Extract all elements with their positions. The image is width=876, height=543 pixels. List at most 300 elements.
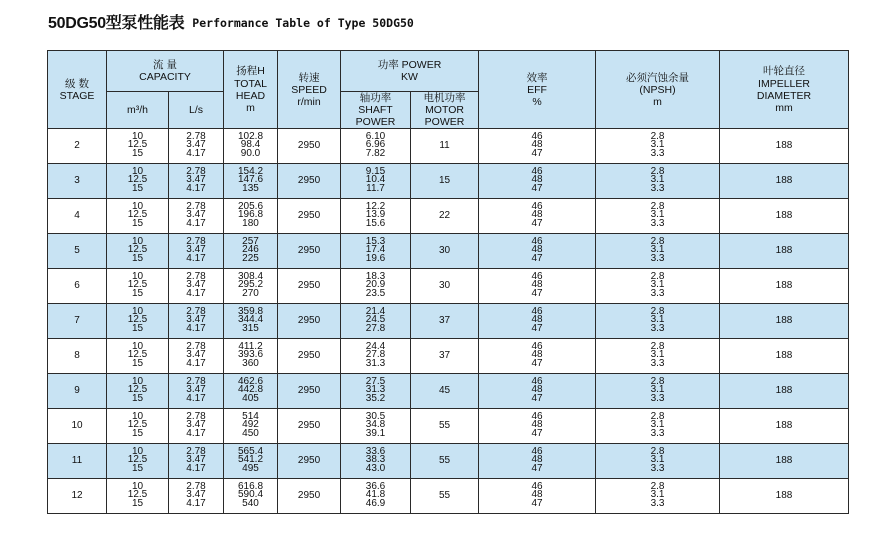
npsh-cell-stack [650,375,665,405]
npsh-cell-stack [650,165,665,195]
npsh-cell-value: 3.3 [650,183,665,195]
impeller-cell: 188 [720,304,849,339]
capacity-ls-cell-value: 3.47 [186,489,206,501]
npsh-cell-value: 3.3 [650,428,665,440]
shaft-power-cell-stack [365,480,386,510]
table-row [48,479,849,514]
head-cell-value: 180 [242,218,259,230]
head-cell-value: 450 [242,428,259,440]
capacity-ls-cell [169,339,224,374]
shaft-power-cell [341,374,411,409]
head-cell-value: 590.4 [238,489,264,501]
npsh-cell-value: 3.1 [650,209,665,221]
npsh-cell [596,444,720,479]
shaft-power-cell-value: 9.15 [365,165,386,177]
shaft-power-cell-value: 39.1 [365,428,386,440]
stage-cell: 5 [48,234,107,269]
shaft-power-cell [341,339,411,374]
npsh-cell-value: 3.3 [650,393,665,405]
shaft-power-cell-value: 19.6 [365,253,386,265]
capacity-ls-cell-value: 4.17 [186,463,206,475]
npsh-cell-stack [650,270,665,300]
head-cell-value: 359.8 [238,305,264,317]
shaft-power-cell-value: 15.3 [365,235,386,247]
capacity-ls-cell-value: 3.47 [186,349,206,361]
speed-cell: 2950 [278,374,341,409]
eff-cell-stack [531,410,543,440]
header-speed-unit: r/min [297,95,321,108]
header-capacity-ls: L/s [169,92,224,129]
eff-cell-value: 48 [531,244,543,256]
stage-cell: 11 [48,444,107,479]
capacity-ls-cell [169,129,224,164]
head-cell-value: 393.6 [238,349,264,361]
header-shaft-en: SHAFT [358,104,393,117]
capacity-m3h-cell [107,444,169,479]
speed-cell: 2950 [278,444,341,479]
npsh-cell-value: 2.8 [650,410,665,422]
shaft-power-cell-value: 18.3 [365,270,386,282]
eff-cell-value: 47 [531,393,543,405]
npsh-cell [596,234,720,269]
capacity-m3h-cell-value: 12.5 [127,139,148,151]
npsh-cell-value: 3.1 [650,419,665,431]
capacity-ls-cell-value: 3.47 [186,209,206,221]
table-row [48,304,849,339]
stage-cell: 8 [48,339,107,374]
capacity-ls-cell-stack [186,165,206,195]
capacity-m3h-cell-value: 12.5 [127,454,148,466]
capacity-ls-cell-value: 2.78 [186,200,206,212]
npsh-cell-value: 2.8 [650,235,665,247]
npsh-cell [596,479,720,514]
eff-cell-value: 48 [531,489,543,501]
head-cell [224,304,278,339]
capacity-ls-cell-value: 2.78 [186,445,206,457]
head-cell-value: 442.8 [238,384,264,396]
capacity-m3h-cell [107,269,169,304]
capacity-m3h-cell-stack [127,165,148,195]
npsh-cell-value: 3.1 [650,174,665,186]
npsh-cell-value: 2.8 [650,200,665,212]
head-cell-value: 492 [242,419,259,431]
capacity-ls-cell-value: 3.47 [186,139,206,151]
eff-cell-value: 47 [531,463,543,475]
impeller-cell: 188 [720,164,849,199]
header-capacity [107,51,224,92]
eff-cell [479,164,596,199]
shaft-power-cell-stack [365,305,386,335]
capacity-m3h-cell-value: 15 [131,358,144,370]
eff-cell-value: 47 [531,428,543,440]
stage-cell: 3 [48,164,107,199]
capacity-m3h-cell-value: 10 [131,130,144,142]
shaft-power-cell-stack [365,130,386,160]
capacity-m3h-cell-stack [127,130,148,160]
eff-cell-stack [531,375,543,405]
capacity-m3h-cell-value: 12.5 [127,384,148,396]
capacity-m3h-cell-stack [127,305,148,335]
npsh-cell-value: 3.3 [650,253,665,265]
motor-power-cell: 22 [411,199,479,234]
eff-cell [479,129,596,164]
capacity-ls-cell-stack [186,270,206,300]
head-cell-stack [238,165,264,195]
npsh-cell [596,269,720,304]
capacity-m3h-cell-stack [127,375,148,405]
eff-cell-value: 47 [531,253,543,265]
eff-cell-value: 46 [531,165,543,177]
header-head-unit: m [246,101,255,114]
npsh-cell-value: 2.8 [650,305,665,317]
eff-cell-value: 46 [531,375,543,387]
capacity-m3h-cell-value: 10 [131,270,144,282]
npsh-cell-stack [650,445,665,475]
head-cell [224,409,278,444]
capacity-m3h-cell [107,234,169,269]
motor-power-cell: 55 [411,479,479,514]
shaft-power-cell-stack [365,445,386,475]
capacity-m3h-cell-value: 10 [131,375,144,387]
eff-cell-value: 48 [531,454,543,466]
eff-cell-value: 48 [531,279,543,291]
head-cell-value: 616.8 [238,480,264,492]
eff-cell-value: 46 [531,410,543,422]
impeller-cell: 188 [720,234,849,269]
eff-cell-stack [531,480,543,510]
head-cell-stack [238,340,264,370]
capacity-m3h-cell-value: 12.5 [127,349,148,361]
eff-cell [479,304,596,339]
header-npsh-unit: m [653,95,662,108]
capacity-ls-cell-value: 2.78 [186,340,206,352]
eff-cell [479,444,596,479]
npsh-cell-value: 2.8 [650,445,665,457]
capacity-ls-cell-stack [186,375,206,405]
eff-cell-value: 47 [531,148,543,160]
shaft-power-cell-value: 36.6 [365,480,386,492]
capacity-ls-cell [169,234,224,269]
header-shaft-power [341,92,411,129]
table-row [48,339,849,374]
capacity-m3h-cell-value: 10 [131,340,144,352]
shaft-power-cell-value: 27.8 [365,349,386,361]
head-cell-stack [238,200,264,230]
capacity-m3h-cell [107,129,169,164]
capacity-ls-cell-value: 4.17 [186,358,206,370]
capacity-ls-cell-value: 3.47 [186,174,206,186]
eff-cell-value: 47 [531,498,543,510]
shaft-power-cell-stack [365,410,386,440]
head-cell-value: 360 [242,358,259,370]
header-eff-en: EFF [527,83,547,96]
head-cell [224,199,278,234]
header-speed [278,51,341,129]
head-cell-stack [238,130,264,160]
capacity-ls-cell-stack [186,445,206,475]
header-head-zh: 扬程H [236,65,265,78]
npsh-cell-value: 3.1 [650,349,665,361]
shaft-power-cell [341,479,411,514]
shaft-power-cell-stack [365,340,386,370]
capacity-m3h-cell-value: 15 [131,498,144,510]
eff-cell-stack [531,445,543,475]
capacity-m3h-cell-value: 10 [131,235,144,247]
head-cell-value: 135 [242,183,259,195]
motor-power-cell: 45 [411,374,479,409]
eff-cell-stack [531,270,543,300]
shaft-power-cell-value: 17.4 [365,244,386,256]
capacity-m3h-cell-value: 15 [131,463,144,475]
capacity-m3h-cell-value: 10 [131,165,144,177]
head-cell-value: 315 [242,323,259,335]
shaft-power-cell-value: 27.5 [365,375,386,387]
header-npsh-en: (NPSH) [639,83,676,96]
npsh-cell-value: 3.3 [650,358,665,370]
shaft-power-cell-value: 43.0 [365,463,386,475]
capacity-ls-cell-value: 4.17 [186,323,206,335]
capacity-m3h-cell [107,409,169,444]
head-cell-value: 196.8 [238,209,264,221]
head-cell-value: 147.6 [238,174,264,186]
eff-cell-value: 46 [531,305,543,317]
header-head-en2: HEAD [235,89,266,102]
capacity-m3h-cell [107,304,169,339]
impeller-cell: 188 [720,339,849,374]
header-stage-zh: 级 数 [65,77,89,90]
capacity-m3h-cell-value: 15 [131,323,144,335]
npsh-cell-stack [650,410,665,440]
speed-cell: 2950 [278,234,341,269]
shaft-power-cell-stack [365,200,386,230]
shaft-power-cell-stack [365,235,386,265]
head-cell [224,374,278,409]
capacity-m3h-cell-value: 15 [131,393,144,405]
capacity-m3h-cell-stack [127,340,148,370]
eff-cell-stack [531,235,543,265]
head-cell-value: 246 [242,244,259,256]
table-row [48,409,849,444]
capacity-m3h-cell [107,339,169,374]
capacity-ls-cell-value: 4.17 [186,428,206,440]
head-cell-stack [238,270,264,300]
speed-cell: 2950 [278,479,341,514]
performance-table [47,50,849,514]
npsh-cell-value: 2.8 [650,130,665,142]
capacity-m3h-cell-value: 10 [131,200,144,212]
capacity-m3h-cell [107,199,169,234]
shaft-power-cell-value: 46.9 [365,498,386,510]
npsh-cell [596,374,720,409]
npsh-cell-value: 3.1 [650,384,665,396]
header-power-unit: KW [401,71,418,83]
shaft-power-cell-value: 7.82 [365,148,386,160]
capacity-ls-cell-value: 4.17 [186,498,206,510]
npsh-cell-value: 2.8 [650,480,665,492]
head-cell [224,129,278,164]
eff-cell-value: 47 [531,323,543,335]
eff-cell-stack [531,130,543,160]
capacity-m3h-cell-value: 10 [131,305,144,317]
head-cell-value: 225 [242,253,259,265]
npsh-cell-value: 2.8 [650,375,665,387]
npsh-cell-value: 3.1 [650,139,665,151]
impeller-cell: 188 [720,409,849,444]
shaft-power-cell-value: 6.96 [365,139,386,151]
shaft-power-cell-value: 41.8 [365,489,386,501]
capacity-m3h-cell-value: 15 [131,183,144,195]
header-speed-zh: 转速 [298,71,320,84]
head-cell-stack [242,410,259,440]
npsh-cell-stack [650,340,665,370]
capacity-ls-cell-value: 3.47 [186,454,206,466]
eff-cell [479,479,596,514]
capacity-ls-cell-value: 4.17 [186,393,206,405]
impeller-cell: 188 [720,199,849,234]
capacity-m3h-cell-value: 15 [131,428,144,440]
eff-cell [479,269,596,304]
eff-cell-value: 48 [531,384,543,396]
npsh-cell-stack [650,235,665,265]
npsh-cell [596,199,720,234]
header-stage-en: STAGE [59,89,95,102]
shaft-power-cell-value: 20.9 [365,279,386,291]
impeller-cell: 188 [720,444,849,479]
shaft-power-cell-value: 33.6 [365,445,386,457]
head-cell [224,339,278,374]
npsh-cell [596,164,720,199]
motor-power-cell: 11 [411,129,479,164]
eff-cell-stack [531,305,543,335]
npsh-cell [596,129,720,164]
capacity-ls-cell-value: 4.17 [186,148,206,160]
capacity-ls-cell-stack [186,235,206,265]
eff-cell-value: 48 [531,419,543,431]
speed-cell: 2950 [278,129,341,164]
head-cell-value: 154.2 [238,165,264,177]
capacity-m3h-cell-value: 12.5 [127,174,148,186]
table-row [48,199,849,234]
motor-power-cell: 30 [411,269,479,304]
npsh-cell [596,304,720,339]
npsh-cell-stack [650,305,665,335]
capacity-ls-cell [169,304,224,339]
shaft-power-cell-value: 30.5 [365,410,386,422]
capacity-m3h-cell-value: 10 [131,410,144,422]
table-header [48,51,849,129]
stage-cell: 6 [48,269,107,304]
capacity-ls-cell [169,374,224,409]
capacity-m3h-cell-value: 12.5 [127,489,148,501]
head-cell-stack [238,305,264,335]
npsh-cell-value: 2.8 [650,340,665,352]
header-motor-en: MOTOR [425,104,464,117]
head-cell-value: 295.2 [238,279,264,291]
header-motor-power [411,92,479,129]
header-stage [48,51,107,129]
capacity-m3h-cell-stack [127,445,148,475]
eff-cell-value: 46 [531,340,543,352]
header-eff-zh: 效率 [526,71,548,84]
shaft-power-cell-value: 15.6 [365,218,386,230]
npsh-cell-value: 2.8 [650,165,665,177]
shaft-power-cell-stack [365,375,386,405]
eff-cell-value: 48 [531,139,543,151]
head-cell-value: 90.0 [240,148,261,160]
head-cell-value: 565.4 [238,445,264,457]
capacity-m3h-cell-stack [127,480,148,510]
table-row [48,164,849,199]
head-cell-value: 308.4 [238,270,264,282]
shaft-power-cell-value: 31.3 [365,384,386,396]
capacity-m3h-cell [107,164,169,199]
eff-cell-value: 48 [531,349,543,361]
table-row [48,234,849,269]
capacity-m3h-cell-stack [127,410,148,440]
speed-cell: 2950 [278,199,341,234]
capacity-ls-cell-value: 2.78 [186,410,206,422]
capacity-m3h-cell-value: 12.5 [127,314,148,326]
head-cell [224,234,278,269]
capacity-ls-cell [169,199,224,234]
capacity-ls-cell-value: 4.17 [186,218,206,230]
eff-cell-value: 48 [531,174,543,186]
capacity-m3h-cell-value: 10 [131,445,144,457]
eff-cell-value: 46 [531,235,543,247]
header-head-en: TOTAL [234,77,267,90]
motor-power-cell: 37 [411,304,479,339]
eff-cell-stack [531,340,543,370]
eff-cell-value: 46 [531,200,543,212]
eff-cell-value: 48 [531,314,543,326]
shaft-power-cell [341,444,411,479]
impeller-cell: 188 [720,479,849,514]
table-row [48,444,849,479]
capacity-ls-cell-value: 2.78 [186,305,206,317]
shaft-power-cell-value: 27.8 [365,323,386,335]
table-row [48,269,849,304]
eff-cell-value: 46 [531,270,543,282]
head-cell [224,269,278,304]
header-npsh-zh: 必须汽蚀余量 [626,71,690,84]
title-chinese: 50DG50型泵性能表 [48,15,185,32]
npsh-cell-stack [650,130,665,160]
header-eff [479,51,596,129]
capacity-ls-cell [169,479,224,514]
capacity-m3h-cell-value: 15 [131,253,144,265]
head-cell-value: 405 [242,393,259,405]
header-shaft-en2: POWER [355,116,396,129]
capacity-ls-cell-stack [186,410,206,440]
capacity-ls-cell-stack [186,130,206,160]
header-eff-unit: % [532,95,542,108]
impeller-cell: 188 [720,129,849,164]
npsh-cell-value: 3.1 [650,279,665,291]
eff-cell-value: 46 [531,445,543,457]
header-motor-en2: POWER [424,116,465,129]
capacity-ls-cell-value: 4.17 [186,183,206,195]
head-cell-value: 514 [242,410,259,422]
eff-cell-value: 46 [531,480,543,492]
header-speed-en: SPEED [291,83,327,96]
capacity-m3h-cell-value: 15 [131,288,144,300]
eff-cell [479,234,596,269]
head-cell-value: 98.4 [240,139,261,151]
header-impeller-zh: 叶轮直径 [763,65,806,78]
head-cell-value: 102.8 [238,130,264,142]
head-cell-value: 257 [242,235,259,247]
shaft-power-cell-value: 24.5 [365,314,386,326]
